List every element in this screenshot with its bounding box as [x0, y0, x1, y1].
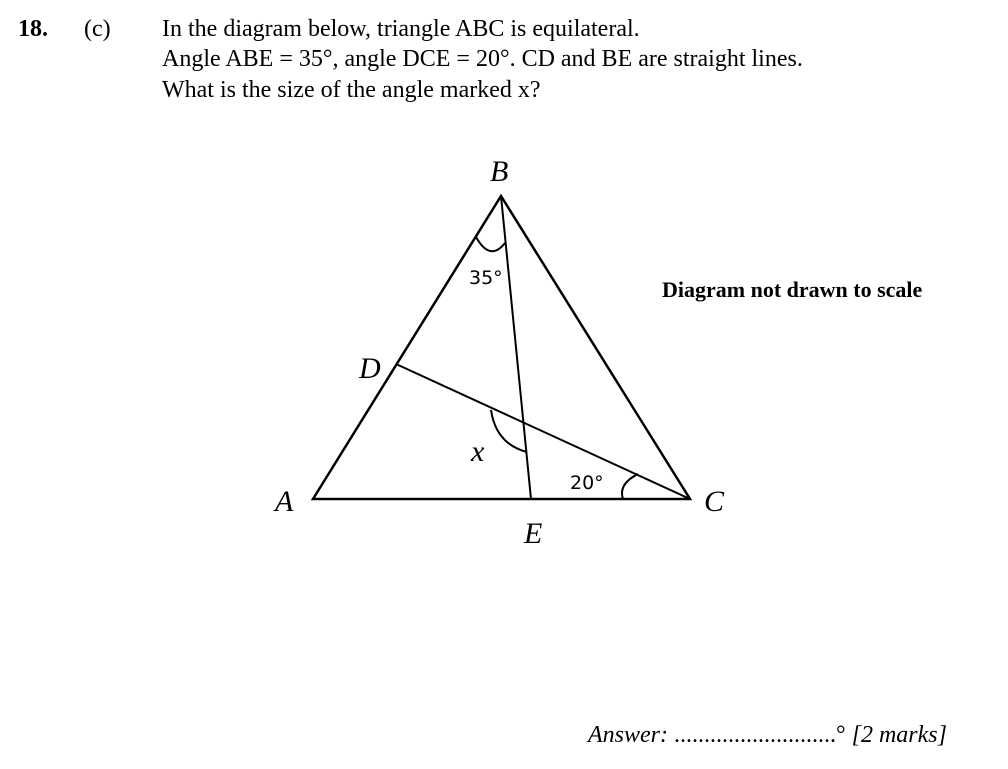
label-c: C	[704, 485, 725, 518]
angle-dce-label: 20°	[570, 472, 604, 494]
label-a: A	[275, 485, 294, 518]
angle-arc-b	[476, 237, 505, 251]
answer-blank[interactable]: ...........................	[674, 722, 836, 748]
answer-line	[588, 722, 947, 749]
angle-abe-label: 35°	[469, 267, 503, 289]
label-b: B	[490, 155, 509, 188]
scale-note: Diagram not drawn to scale	[662, 277, 923, 302]
question-number: 18.	[18, 16, 48, 42]
label-x: x	[471, 435, 485, 468]
marks-label: [2 marks]	[851, 722, 947, 748]
answer-prefix: Answer:	[588, 722, 668, 748]
question-part: (c)	[84, 16, 111, 42]
answer-unit: °	[836, 722, 846, 748]
question-line-1: In the diagram below, triangle ABC is equilateral.	[162, 16, 640, 42]
question-line-2: Angle ABE = 35°, angle DCE = 20°. CD and BE are straight lines.	[162, 46, 803, 72]
label-e: E	[524, 517, 543, 550]
line-be	[501, 196, 531, 499]
triangle-abc	[313, 196, 690, 499]
question-line-3: What is the size of the angle marked x?	[162, 77, 541, 103]
label-d: D	[359, 352, 381, 385]
line-cd	[396, 364, 690, 499]
angle-arc-c	[622, 474, 638, 499]
